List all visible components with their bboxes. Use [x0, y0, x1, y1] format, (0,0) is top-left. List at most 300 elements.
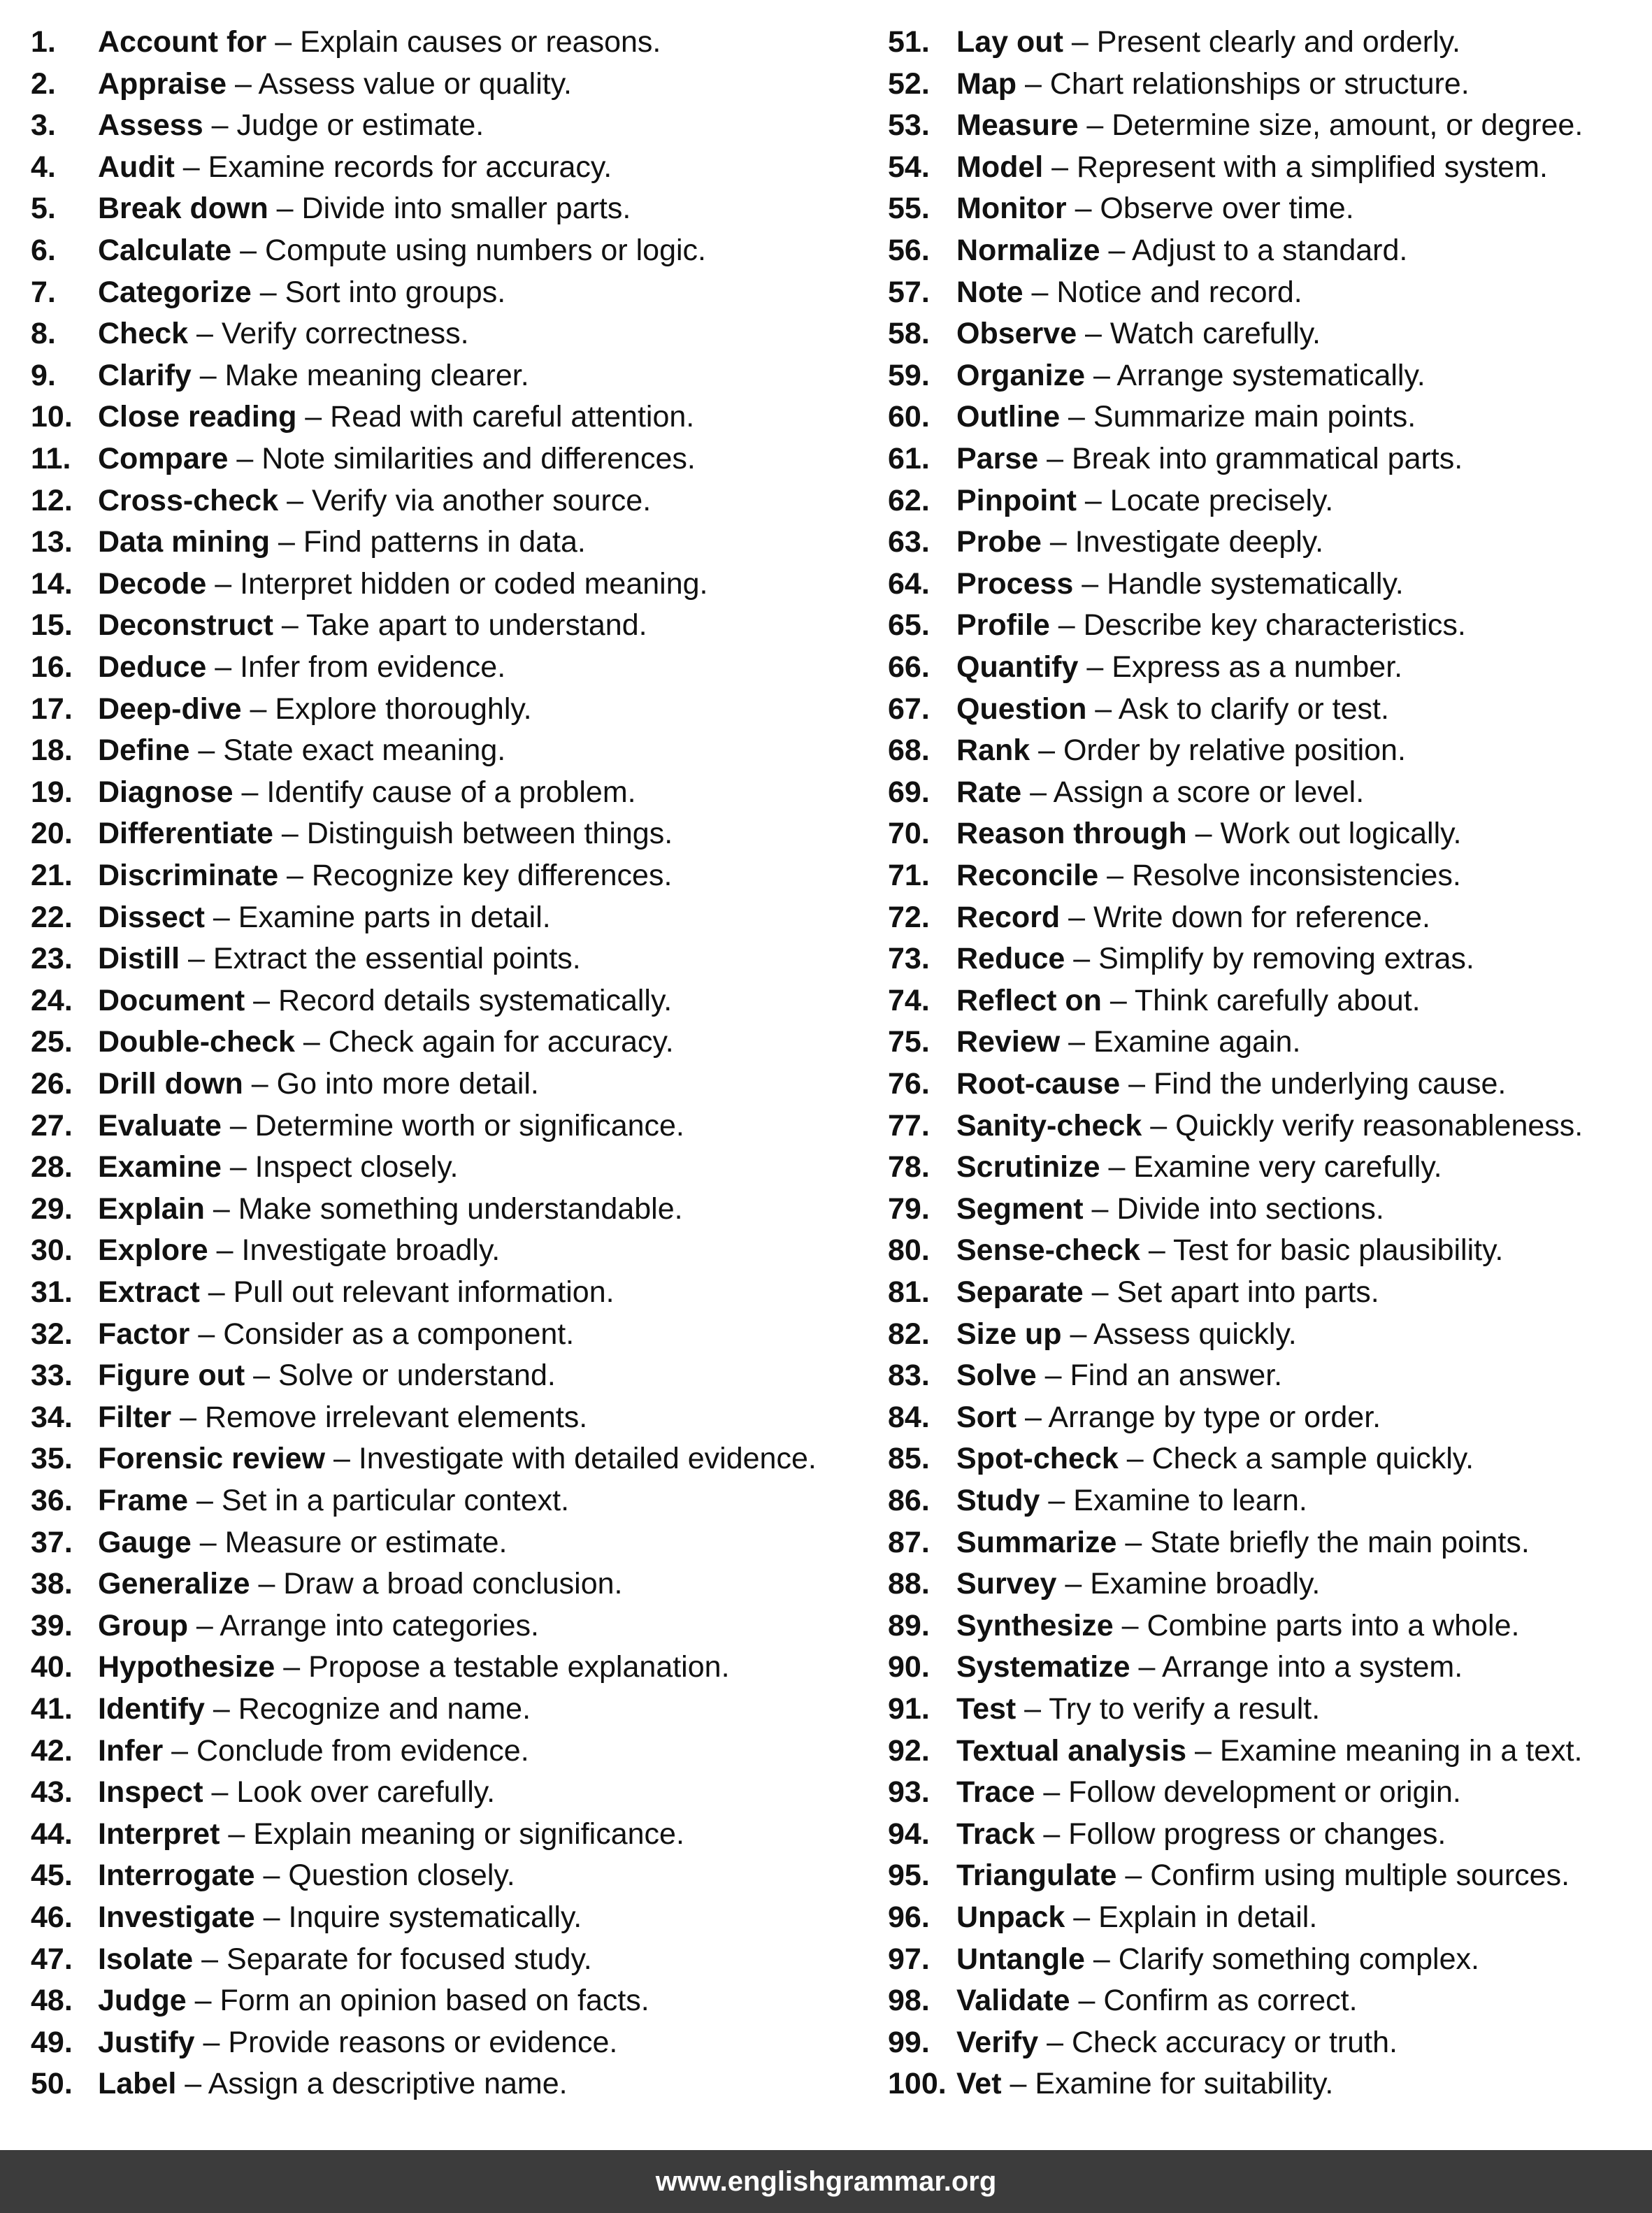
- item-definition: – Pull out relevant information.: [199, 1275, 615, 1309]
- item-number: 38.: [31, 1567, 73, 1601]
- list-item: [31, 1521, 508, 1563]
- item-term: Segment: [956, 1191, 1084, 1226]
- item-term: Size up: [956, 1317, 1062, 1351]
- item-term: Break down: [98, 192, 268, 226]
- item-term: Appraise: [98, 66, 227, 101]
- item-number: 28.: [31, 1150, 73, 1184]
- list-item: [888, 1563, 1320, 1605]
- list-item: [888, 1646, 1463, 1688]
- list-item: [31, 854, 672, 896]
- item-term: Spot-check: [956, 1442, 1119, 1476]
- list-item: [31, 63, 572, 105]
- item-definition: – Examine broadly.: [1056, 1567, 1321, 1601]
- item-definition: – Examine parts in detail.: [204, 900, 551, 934]
- item-number: 84.: [888, 1400, 930, 1434]
- list-item: [888, 1146, 1442, 1188]
- list-item: [888, 980, 1421, 1022]
- item-definition: – Determine size, amount, or degree.: [1078, 108, 1583, 143]
- list-item: [888, 1521, 1530, 1563]
- item-number: 78.: [888, 1150, 930, 1184]
- list-item: [888, 1938, 1479, 1980]
- item-number: 48.: [31, 1984, 73, 2018]
- item-definition: – Go into more detail.: [243, 1067, 539, 1101]
- item-definition: – Check accuracy or truth.: [1038, 2025, 1398, 2059]
- item-number: 76.: [888, 1067, 930, 1101]
- item-term: Record: [956, 900, 1061, 934]
- list-item: [888, 63, 1470, 105]
- item-number: 32.: [31, 1317, 73, 1351]
- list-item: [888, 271, 1302, 313]
- list-item: [888, 21, 1460, 63]
- list-item: [31, 104, 484, 146]
- item-number: 74.: [888, 983, 930, 1017]
- item-term: Cross-check: [98, 483, 279, 517]
- item-number: 13.: [31, 525, 73, 559]
- item-term: Identify: [98, 1692, 205, 1726]
- item-definition: – Note similarities and differences.: [228, 442, 696, 475]
- item-definition: – Remove irrelevant elements.: [171, 1400, 588, 1434]
- item-term: Map: [956, 66, 1017, 101]
- list-item: [888, 1188, 1384, 1230]
- item-definition: – Judge or estimate.: [203, 108, 484, 143]
- list-item: [888, 1354, 1282, 1396]
- list-item: [888, 1979, 1358, 2021]
- item-term: Examine: [98, 1150, 222, 1184]
- item-definition: – Explore thoroughly.: [241, 692, 532, 726]
- item-number: 63.: [888, 525, 930, 559]
- item-term: Data mining: [98, 525, 271, 559]
- list-item: [888, 646, 1402, 688]
- list-item: [31, 938, 581, 980]
- list-item: [31, 1979, 649, 2021]
- list-item: [888, 1396, 1381, 1438]
- item-number: 100.: [888, 2067, 947, 2101]
- item-number: 97.: [888, 1942, 930, 1976]
- item-term: Differentiate: [98, 817, 273, 851]
- item-term: Investigate: [98, 1900, 255, 1934]
- item-number: 51.: [888, 25, 930, 59]
- list-item: [31, 1854, 515, 1896]
- item-term: Account for: [98, 25, 267, 59]
- item-definition: – Find the underlying cause.: [1120, 1067, 1507, 1101]
- list-item: [888, 1313, 1297, 1355]
- list-item: [31, 1688, 531, 1730]
- list-item: [888, 854, 1461, 896]
- item-number: 26.: [31, 1067, 73, 1101]
- item-definition: – Locate precisely.: [1076, 483, 1334, 517]
- list-item: [888, 938, 1474, 980]
- item-term: Double-check: [98, 1025, 295, 1059]
- item-definition: – Explain causes or reasons.: [266, 25, 661, 59]
- list-item: [31, 1605, 539, 1647]
- item-number: 6.: [31, 234, 56, 267]
- item-term: Process: [956, 566, 1074, 601]
- item-term: Calculate: [98, 234, 232, 267]
- item-term: Rank: [956, 733, 1030, 768]
- list-item: [31, 1813, 684, 1855]
- list-item: [888, 2063, 1333, 2105]
- list-item: [888, 1063, 1506, 1105]
- item-term: Dissect: [98, 900, 205, 934]
- list-item: [888, 771, 1364, 813]
- item-term: Filter: [98, 1400, 172, 1434]
- item-number: 59.: [888, 358, 930, 392]
- item-number: 86.: [888, 1484, 930, 1517]
- item-term: Track: [956, 1817, 1035, 1851]
- item-number: 49.: [31, 2025, 73, 2059]
- item-number: 27.: [31, 1108, 73, 1143]
- list-item: [888, 521, 1323, 563]
- item-number: 43.: [31, 1775, 73, 1810]
- item-term: Organize: [956, 358, 1085, 392]
- item-term: Check: [98, 317, 189, 351]
- item-term: Compare: [98, 442, 229, 475]
- item-term: Probe: [956, 525, 1042, 559]
- item-definition: – Follow progress or changes.: [1035, 1817, 1446, 1851]
- item-definition: – Ask to clarify or test.: [1086, 692, 1389, 726]
- item-term: Assess: [98, 108, 203, 143]
- item-term: Monitor: [956, 192, 1067, 226]
- item-definition: – Summarize main points.: [1060, 400, 1416, 434]
- item-number: 57.: [888, 275, 930, 309]
- item-number: 37.: [31, 1525, 73, 1559]
- item-number: 25.: [31, 1025, 73, 1059]
- item-number: 91.: [888, 1692, 930, 1726]
- list-item: [31, 688, 532, 730]
- item-definition: – Describe key characteristics.: [1049, 608, 1466, 643]
- list-item: [888, 1730, 1583, 1772]
- item-term: Normalize: [956, 234, 1100, 267]
- item-term: Observe: [956, 317, 1077, 351]
- list-item: [31, 1021, 674, 1063]
- item-term: Profile: [956, 608, 1050, 643]
- item-definition: – Consider as a component.: [189, 1317, 575, 1351]
- item-number: 95.: [888, 1859, 930, 1893]
- item-term: Infer: [98, 1733, 164, 1768]
- list-item: [31, 187, 631, 229]
- item-number: 39.: [31, 1608, 73, 1642]
- list-item: [31, 1646, 730, 1688]
- item-term: Untangle: [956, 1942, 1085, 1976]
- item-definition: – Determine worth or significance.: [221, 1108, 684, 1143]
- item-term: Figure out: [98, 1359, 245, 1393]
- item-definition: – Represent with a simplified system.: [1043, 150, 1548, 184]
- list-item: [31, 438, 696, 480]
- item-number: 3.: [31, 108, 56, 143]
- item-definition: – Examine to learn.: [1040, 1484, 1307, 1517]
- item-number: 19.: [31, 775, 73, 809]
- item-definition: – Check a sample quickly.: [1118, 1442, 1474, 1476]
- list-item: [888, 729, 1406, 771]
- item-number: 55.: [888, 192, 930, 226]
- item-number: 45.: [31, 1859, 73, 1893]
- left-column: [31, 21, 870, 2119]
- item-term: Quantify: [956, 650, 1079, 684]
- item-term: Justify: [98, 2025, 195, 2059]
- item-definition: – Recognize and name.: [204, 1692, 531, 1726]
- item-definition: – Investigate with detailed evidence.: [325, 1442, 817, 1476]
- item-number: 20.: [31, 817, 73, 851]
- list-item: [31, 1313, 574, 1355]
- item-number: 16.: [31, 650, 73, 684]
- item-term: Close reading: [98, 400, 297, 434]
- item-definition: – Quickly verify reasonableness.: [1142, 1108, 1583, 1143]
- item-term: Separate: [956, 1275, 1084, 1309]
- item-number: 64.: [888, 566, 930, 601]
- item-number: 5.: [31, 192, 56, 226]
- item-definition: – Divide into sections.: [1083, 1191, 1384, 1226]
- item-number: 24.: [31, 983, 73, 1017]
- item-term: Outline: [956, 400, 1061, 434]
- item-definition: – Simplify by removing extras.: [1065, 942, 1474, 976]
- list-item: [31, 229, 706, 271]
- list-item: [31, 604, 647, 646]
- item-number: 93.: [888, 1775, 930, 1810]
- item-definition: – Adjust to a standard.: [1100, 234, 1408, 267]
- item-term: Synthesize: [956, 1608, 1114, 1642]
- item-number: 4.: [31, 150, 56, 184]
- item-definition: – Measure or estimate.: [191, 1525, 508, 1559]
- list-item: [31, 646, 505, 688]
- list-item: [31, 146, 612, 188]
- list-item: [31, 980, 672, 1022]
- item-number: 22.: [31, 900, 73, 934]
- item-term: Explore: [98, 1233, 208, 1268]
- footer-bar: [0, 2150, 1652, 2213]
- list-item: [31, 1271, 615, 1313]
- item-definition: – Set apart into parts.: [1083, 1275, 1379, 1309]
- item-number: 87.: [888, 1525, 930, 1559]
- item-term: Reconcile: [956, 859, 1099, 892]
- item-number: 82.: [888, 1317, 930, 1351]
- item-definition: – State exact meaning.: [189, 733, 506, 768]
- item-number: 90.: [888, 1650, 930, 1684]
- item-number: 92.: [888, 1733, 930, 1768]
- list-item: [31, 354, 529, 396]
- item-definition: – Examine meaning in a text.: [1186, 1733, 1583, 1768]
- list-item: [888, 688, 1389, 730]
- item-term: Reduce: [956, 942, 1065, 976]
- item-term: Review: [956, 1025, 1061, 1059]
- item-definition: – Observe over time.: [1066, 192, 1354, 226]
- list-item: [888, 1896, 1317, 1938]
- item-term: Evaluate: [98, 1108, 222, 1143]
- item-term: Explain: [98, 1191, 205, 1226]
- item-number: 42.: [31, 1733, 73, 1768]
- item-definition: – Propose a testable explanation.: [275, 1650, 730, 1684]
- list-item: [888, 563, 1404, 605]
- item-number: 29.: [31, 1191, 73, 1226]
- right-column: [888, 21, 1652, 2119]
- item-term: Textual analysis: [956, 1733, 1187, 1768]
- item-number: 52.: [888, 66, 930, 101]
- item-term: Question: [956, 692, 1087, 726]
- item-term: Reflect on: [956, 983, 1102, 1017]
- item-definition: – Express as a number.: [1078, 650, 1403, 684]
- item-term: Sort: [956, 1400, 1017, 1434]
- item-term: Diagnose: [98, 775, 234, 809]
- item-number: 15.: [31, 608, 73, 643]
- item-term: Survey: [956, 1567, 1057, 1601]
- item-definition: – Make something understandable.: [204, 1191, 683, 1226]
- list-item: [888, 2021, 1398, 2063]
- item-term: Summarize: [956, 1525, 1117, 1559]
- item-definition: – Clarify something complex.: [1084, 1942, 1479, 1976]
- item-term: Systematize: [956, 1650, 1130, 1684]
- item-term: Frame: [98, 1484, 189, 1517]
- item-definition: – Examine very carefully.: [1100, 1150, 1442, 1184]
- item-definition: – Form an opinion based on facts.: [186, 1984, 649, 2018]
- item-number: 77.: [888, 1108, 930, 1143]
- item-definition: – Set in a particular context.: [188, 1484, 570, 1517]
- list-item: [888, 313, 1321, 354]
- item-term: Vet: [956, 2067, 1002, 2101]
- item-number: 44.: [31, 1817, 73, 1851]
- item-number: 31.: [31, 1275, 73, 1309]
- list-item: [888, 187, 1354, 229]
- word-list: [0, 21, 1652, 2119]
- list-item: [888, 480, 1333, 522]
- item-definition: – Find patterns in data.: [270, 525, 586, 559]
- item-definition: – Write down for reference.: [1060, 900, 1430, 934]
- list-item: [888, 1480, 1307, 1521]
- list-item: [31, 1938, 592, 1980]
- list-item: [888, 1605, 1519, 1647]
- item-definition: – Extract the essential points.: [180, 942, 581, 976]
- list-item: [31, 1563, 623, 1605]
- item-term: Trace: [956, 1775, 1035, 1810]
- item-term: Parse: [956, 442, 1039, 475]
- item-definition: – Sort into groups.: [251, 275, 506, 309]
- item-number: 41.: [31, 1692, 73, 1726]
- item-number: 80.: [888, 1233, 930, 1268]
- item-definition: – Arrange systematically.: [1085, 358, 1425, 392]
- item-term: Triangulate: [956, 1859, 1117, 1893]
- footer-website[interactable]: www.englishgrammar.org: [655, 2165, 997, 2197]
- list-item: [31, 1188, 683, 1230]
- item-term: Deep-dive: [98, 692, 242, 726]
- item-number: 81.: [888, 1275, 930, 1309]
- list-item: [31, 1480, 569, 1521]
- item-number: 70.: [888, 817, 930, 851]
- item-number: 99.: [888, 2025, 930, 2059]
- list-item: [888, 396, 1416, 438]
- item-term: Group: [98, 1608, 188, 1642]
- list-item: [888, 1438, 1474, 1480]
- item-term: Interpret: [98, 1817, 220, 1851]
- list-item: [888, 1771, 1461, 1813]
- item-term: Verify: [956, 2025, 1039, 2059]
- item-number: 33.: [31, 1359, 73, 1393]
- item-number: 94.: [888, 1817, 930, 1851]
- item-term: Sanity-check: [956, 1108, 1142, 1143]
- item-term: Isolate: [98, 1942, 194, 1976]
- item-definition: – Make meaning clearer.: [191, 358, 529, 392]
- item-definition: – Watch carefully.: [1077, 317, 1321, 351]
- item-definition: – Examine for suitability.: [1001, 2067, 1334, 2101]
- item-number: 40.: [31, 1650, 73, 1684]
- item-definition: – Present clearly and orderly.: [1063, 25, 1460, 59]
- item-definition: – Assign a descriptive name.: [176, 2067, 568, 2101]
- item-number: 72.: [888, 900, 930, 934]
- item-term: Study: [956, 1484, 1040, 1517]
- list-item: [888, 1105, 1583, 1147]
- list-item: [31, 2021, 617, 2063]
- list-item: [888, 896, 1430, 938]
- list-item: [31, 1896, 582, 1938]
- item-term: Judge: [98, 1984, 187, 2018]
- item-definition: – Verify via another source.: [278, 483, 652, 517]
- list-item: [31, 729, 505, 771]
- item-term: Interrogate: [98, 1859, 255, 1893]
- item-definition: – Take apart to understand.: [273, 608, 647, 643]
- item-definition: – Investigate broadly.: [208, 1233, 501, 1268]
- item-definition: – Verify correctness.: [188, 317, 469, 351]
- item-definition: – Investigate deeply.: [1041, 525, 1324, 559]
- item-number: 69.: [888, 775, 930, 809]
- item-term: Note: [956, 275, 1023, 309]
- item-number: 73.: [888, 942, 930, 976]
- item-definition: – Distinguish between things.: [273, 817, 673, 851]
- item-definition: – Work out logically.: [1186, 817, 1462, 851]
- item-number: 68.: [888, 733, 930, 768]
- list-item: [888, 1688, 1320, 1730]
- item-term: Clarify: [98, 358, 192, 392]
- item-term: Distill: [98, 942, 180, 976]
- item-number: 75.: [888, 1025, 930, 1059]
- item-number: 61.: [888, 442, 930, 475]
- item-number: 47.: [31, 1942, 73, 1976]
- item-term: Validate: [956, 1984, 1070, 2018]
- item-term: Audit: [98, 150, 175, 184]
- item-definition: – Follow development or origin.: [1035, 1775, 1461, 1810]
- list-item: [31, 563, 708, 605]
- list-item: [888, 1813, 1446, 1855]
- item-term: Document: [98, 983, 245, 1017]
- item-number: 14.: [31, 566, 73, 601]
- item-definition: – State briefly the main points.: [1116, 1525, 1530, 1559]
- item-definition: – Recognize key differences.: [278, 859, 673, 892]
- item-definition: – Arrange into categories.: [187, 1608, 539, 1642]
- item-definition: – Question closely.: [254, 1859, 515, 1893]
- item-term: Pinpoint: [956, 483, 1077, 517]
- item-number: 7.: [31, 275, 56, 309]
- item-definition: – Inquire systematically.: [254, 1900, 582, 1934]
- item-term: Unpack: [956, 1900, 1065, 1934]
- item-number: 83.: [888, 1359, 930, 1393]
- item-term: Inspect: [98, 1775, 203, 1810]
- item-term: Deconstruct: [98, 608, 273, 643]
- list-item: [31, 771, 636, 813]
- item-number: 9.: [31, 358, 56, 392]
- item-number: 56.: [888, 234, 930, 267]
- item-definition: – Resolve inconsistencies.: [1098, 859, 1461, 892]
- item-definition: – Interpret hidden or coded meaning.: [206, 566, 708, 601]
- item-term: Measure: [956, 108, 1079, 143]
- list-item: [31, 1396, 587, 1438]
- list-item: [31, 21, 661, 63]
- item-number: 10.: [31, 400, 73, 434]
- item-definition: – Inspect closely.: [221, 1150, 459, 1184]
- item-definition: – Arrange into a system.: [1130, 1650, 1463, 1684]
- item-term: Sense-check: [956, 1233, 1140, 1268]
- item-term: Factor: [98, 1317, 190, 1351]
- list-item: [31, 1146, 458, 1188]
- item-number: 96.: [888, 1900, 930, 1934]
- item-definition: – Combine parts into a whole.: [1113, 1608, 1520, 1642]
- item-definition: – Confirm using multiple sources.: [1116, 1859, 1570, 1893]
- item-term: Scrutinize: [956, 1150, 1100, 1184]
